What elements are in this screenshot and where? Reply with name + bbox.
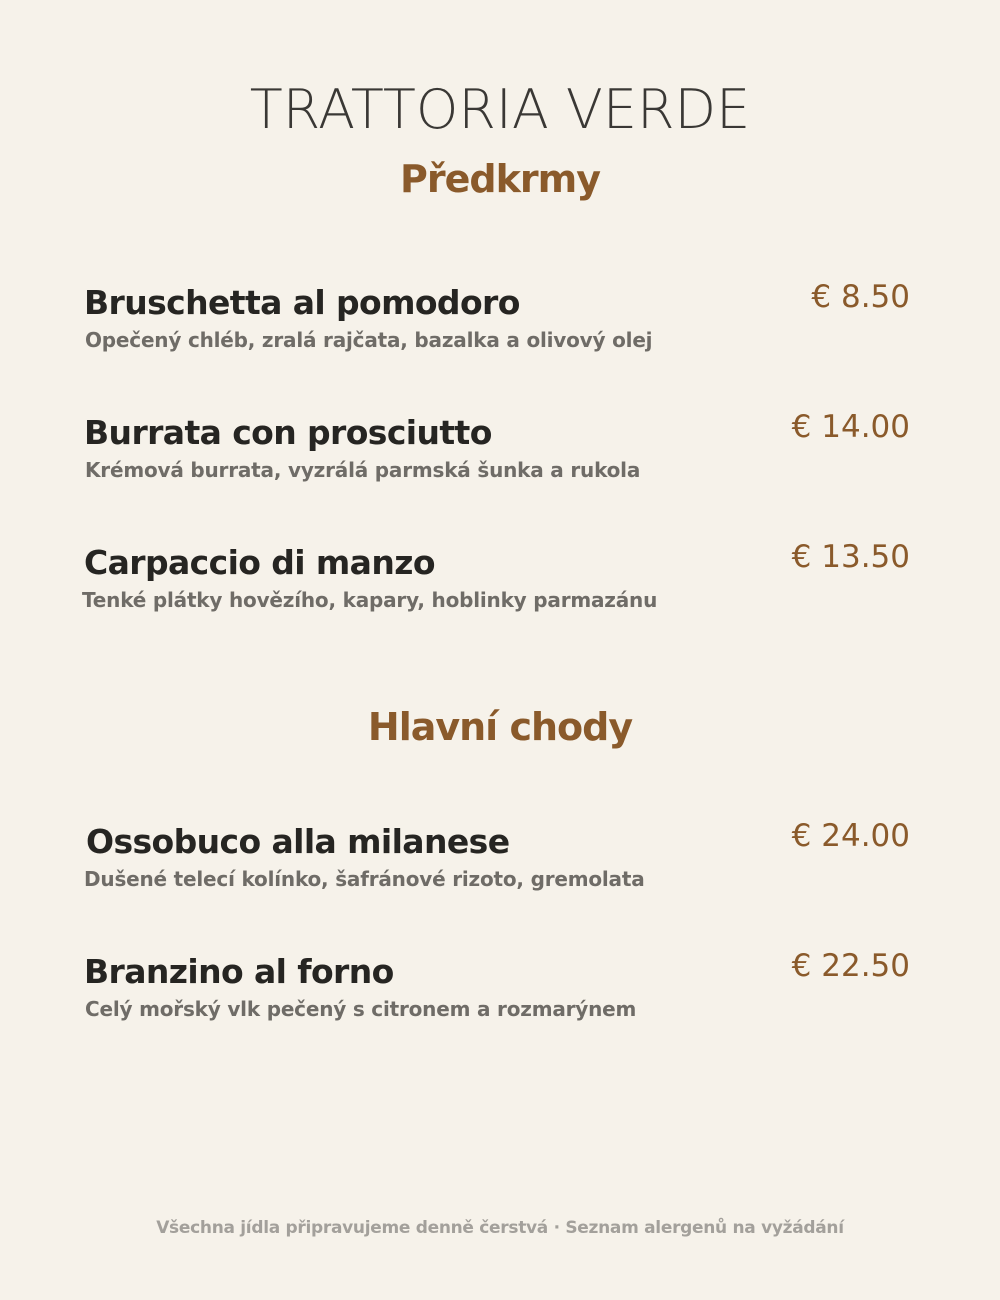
- menu-item-name: Burrata con prosciutto: [84, 413, 492, 452]
- menu-item-description: Krémová burrata, vyzrálá parmská šunka a rukola: [85, 458, 641, 482]
- menu-item-name: Ossobuco alla milanese: [86, 822, 510, 861]
- menu-item-price: € 8.50: [811, 279, 910, 315]
- menu-item-name: Bruschetta al pomodoro: [84, 283, 520, 322]
- section-title-main-courses: Hlavní chody: [367, 705, 633, 749]
- menu-item-price: € 14.00: [791, 409, 910, 445]
- menu-item-price: € 24.00: [791, 818, 910, 854]
- menu-item-description: Celý mořský vlk pečený s citronem a rozmarýnem: [85, 997, 637, 1021]
- menu-item-name: Carpaccio di manzo: [84, 543, 435, 582]
- menu-item: [84, 818, 910, 902]
- section-title-appetizers: Předkrmy: [400, 157, 600, 201]
- menu-item-description: Dušené telecí kolínko, šafránové rizoto, gremolata: [84, 867, 645, 891]
- menu-item-price: € 22.50: [791, 948, 910, 984]
- footer-note: Všechna jídla připravujeme denně čerstvá · Seznam alergenů na vyžádání: [156, 1218, 844, 1238]
- menu-item-description: Opečený chléb, zralá rajčata, bazalka a olivový olej: [85, 328, 653, 352]
- menu-item-name: Branzino al forno: [84, 952, 394, 991]
- menu-item: [84, 948, 910, 1032]
- menu-item: [82, 539, 910, 623]
- menu-item-price: € 13.50: [791, 539, 910, 575]
- restaurant-name: TRATTORIA VERDE: [249, 78, 751, 141]
- menu-item: [84, 279, 910, 363]
- menu-item: [84, 409, 910, 493]
- menu-item-description: Tenké plátky hovězího, kapary, hoblinky parmazánu: [82, 588, 658, 612]
